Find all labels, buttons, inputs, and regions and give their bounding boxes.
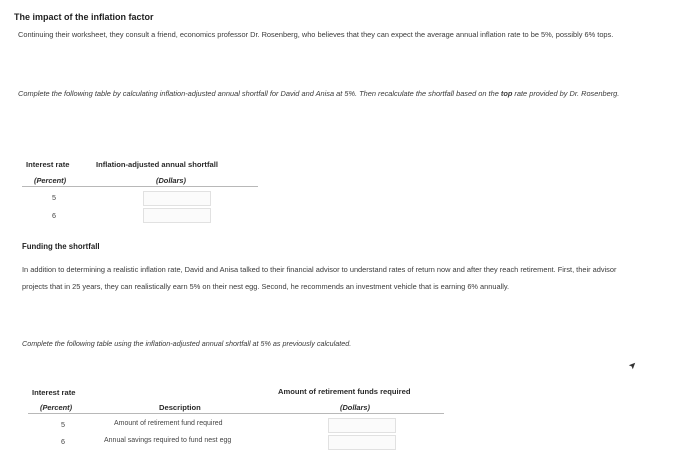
table2-col1-unit: (Percent) — [40, 403, 73, 412]
table1-row1-rate: 5 — [52, 193, 56, 202]
table2-row1-rate: 5 — [61, 420, 65, 429]
table1-row2-shortfall-input[interactable] — [143, 208, 211, 223]
table2-col3-header: Amount of retirement funds required — [278, 387, 411, 396]
instruction-1-bold: top — [500, 89, 513, 98]
mouse-cursor-icon — [628, 362, 636, 370]
table2-row2-description: Annual savings required to fund nest egg — [104, 437, 232, 444]
table2-row1-description: Amount of retirement fund required — [114, 420, 223, 427]
table2-col3-unit: (Dollars) — [340, 403, 370, 412]
table1-col1-unit: (Percent) — [34, 176, 67, 185]
table2-row2-rate: 6 — [61, 437, 65, 446]
table1-row2-rate: 6 — [52, 211, 56, 220]
table2-row1-amount-input[interactable] — [328, 418, 396, 433]
section-title-funding: Funding the shortfall — [22, 242, 100, 251]
table2-header-rule — [28, 413, 444, 414]
table1-row1-shortfall-input[interactable] — [143, 191, 211, 206]
table2-row2-amount-input[interactable] — [328, 435, 396, 450]
table2-col1-header: Interest rate — [32, 388, 76, 397]
page-title: The impact of the inflation factor — [14, 12, 154, 22]
instruction-paragraph-2: Complete the following table using the inflation-adjusted annual shortfall at 5% as previously calculated. — [22, 339, 352, 348]
table1-col1-header: Interest rate — [26, 160, 70, 169]
intro-paragraph: Continuing their worksheet, they consult a friend, economics professor Dr. Rosenberg, who believes that they can expect the average annual inflation rate to be 5%, possibly 6% tops. — [18, 30, 614, 39]
table2-col2-header: Description — [159, 403, 201, 412]
table1-col2-unit: (Dollars) — [156, 176, 186, 185]
instruction-paragraph-1 — [18, 86, 658, 102]
table1-header-rule — [22, 186, 258, 187]
funding-paragraph: In addition to determining a realistic inflation rate, David and Anisa talked to their financial advisor to understand rates of return now and after they reach retirement. First, their advisor projects that in 25 years, they can realistically earn 5% on their nest egg. Second, he recommends an investment vehicle that is earning 6% annually. — [22, 265, 617, 291]
instruction-1-after: rate provided by Dr. Rosenberg. — [512, 89, 620, 98]
table1-col2-header: Inflation-adjusted annual shortfall — [96, 160, 218, 169]
instruction-1-before: Complete the following table by calculating inflation-adjusted annual shortfall for David and Anisa at 5%. Then recalculate the shortfall based on the — [18, 89, 501, 98]
